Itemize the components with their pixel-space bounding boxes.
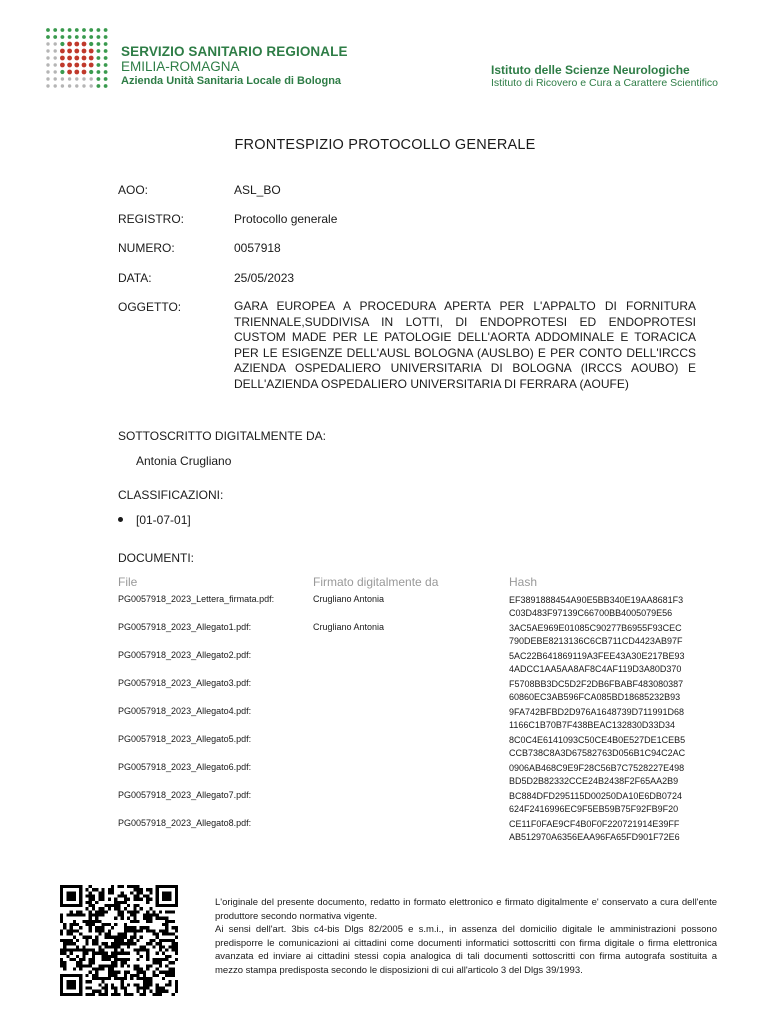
footer-paragraph-1: L'originale del presente documento, redatto in formato elettronico e firmato digitalmente e' conservato a cura dell'ente produttore secondo normativa vigente. (215, 897, 717, 922)
document-hash-line1: 3AC5AE969E01085C90277B6955F93CEC (509, 623, 682, 633)
document-hash-line2: 1166C1B70B7F438BEAC132830D33D34 (509, 719, 675, 730)
footer-note (215, 896, 717, 977)
signed-label: SOTTOSCRITTO DIGITALMENTE DA: (118, 429, 327, 443)
document-row (0, 704, 770, 734)
document-hash-line1: EF3891888454A90E5BB340E19AA8681F3 (509, 595, 684, 605)
document-file-name: PG0057918_2023_Allegato6.pdf: (118, 762, 252, 772)
document-hash (509, 594, 709, 619)
document-file-name: PG0057918_2023_Allegato1.pdf: (118, 622, 252, 632)
document-row (0, 620, 770, 650)
footer-paragraph-2: Ai sensi dell'art. 3bis c4-bis Dlgs 82/2005 e s.m.i., in assenza del domicilio digitale le amministrazioni possono predisporre le comunicazioni ai cittadini come documenti informatici sottoscritti con firma digitale o firma elettronica avanzata ed inviare ai cittadini stessi copia analogica di tali documenti sottoscritti con firma autografa sostituita a mezzo stampa predisposta secondo le disposizioni di cui all'articolo 3 del Dlgs 39/1993. (215, 924, 717, 976)
document-file-name: PG0057918_2023_Allegato8.pdf: (118, 818, 252, 828)
aoo-value: ASL_BO (234, 183, 281, 197)
document-file-name: PG0057918_2023_Allegato4.pdf: (118, 706, 252, 716)
document-hash-line2: BD5D2B82332CCE24B2438F2F65AA2B9 (509, 775, 679, 786)
aoo-label: AOO: (118, 183, 149, 197)
org-line1: SERVIZIO SANITARIO REGIONALE (121, 44, 348, 59)
document-file-name: PG0057918_2023_Allegato3.pdf: (118, 678, 252, 688)
document-hash (509, 790, 709, 815)
document-hash-line1: F5708BB3DC5D2F2DB6FBABF483080387 (509, 679, 684, 689)
document-signer: Crugliano Antonia (313, 594, 385, 604)
document-row (0, 760, 770, 790)
institute-line1: Istituto delle Scienze Neurologiche (491, 63, 690, 77)
document-hash-line2: 4ADCC1AA5AA8AF8C4AF119D3A80D370 (509, 663, 682, 674)
document-hash-line1: BC884DFD295115D00250DA10E6DB0724 (509, 791, 682, 801)
document-hash-line2: AB512970A6356EAA96FA65FD901F72E6 (509, 831, 680, 842)
document-hash (509, 678, 709, 703)
document-hash (509, 622, 709, 647)
oggetto-value: GARA EUROPEA A PROCEDURA APERTA PER L'APPALTO DI FORNITURA TRIENNALE,SUDDIVISA IN LOTTI, DI ENDOPROTESI ED ENDOPROTESI CUSTOM MADE PER LE PATOLOGIE DELL'AORTA ADDOMINALE E TORACICA PER LE ESIGENZE DELL'AUSL BOLOGNA (AUSLBO) E PER CONTO DELL'IRCCS AZIENDA OSPEDALIERO UNIVERSITARIA DI BOLOGNA (IRCCS AOUBO) E DELL'AZIENDA OSPEDALIERO UNIVERSITARIA DI FERRARA (AOUFE) (234, 299, 696, 391)
document-hash (509, 706, 709, 731)
document-hash (509, 818, 709, 843)
document-hash-line1: 9FA742BFBD2D976A1648739D711991D68 (509, 707, 684, 717)
document-row (0, 676, 770, 706)
page-title: FRONTESPIZIO PROTOCOLLO GENERALE (234, 137, 536, 153)
document-hash (509, 650, 709, 675)
org-name (121, 44, 348, 89)
document-file-name: PG0057918_2023_Lettera_firmata.pdf: (118, 594, 275, 604)
col-header-hash: Hash (509, 575, 538, 589)
document-row (0, 592, 770, 622)
letterhead (0, 0, 770, 110)
data-value: 25/05/2023 (234, 271, 295, 285)
document-hash-line2: 624F2416996EC9F5EB59B75F92FB9F20 (509, 803, 679, 814)
registro-label: REGISTRO: (118, 212, 185, 226)
ssr-logo (44, 26, 110, 90)
document-hash-line2: 60860EC3AB596FCA085BD18685232B93 (509, 691, 681, 702)
document-row (0, 788, 770, 818)
document-file-name: PG0057918_2023_Allegato2.pdf: (118, 650, 252, 660)
document-hash-line1: 0906AB468C9E9F28C56B7C7528227E498 (509, 763, 685, 773)
org-line2: EMILIA-ROMAGNA (121, 59, 240, 74)
document-hash-line2: 790DEBE8213136C6CB711CD4423AB97F (509, 635, 683, 646)
registro-value: Protocollo generale (234, 212, 338, 226)
document-hash-line1: 8C0C4E6141093C50CE4B0E527DE1CEB5 (509, 735, 686, 745)
document-hash-line2: CCB738C8A3D67582763D056B1C94C2AC (509, 747, 686, 758)
document-row (0, 816, 770, 846)
document-hash-line1: 5AC22B641869119A3FEE43A30E217BE93 (509, 651, 685, 661)
document-file-name: PG0057918_2023_Allegato7.pdf: (118, 790, 252, 800)
numero-label: NUMERO: (118, 241, 175, 255)
numero-value: 0057918 (234, 241, 281, 255)
col-header-signer: Firmato digitalmente da (313, 575, 439, 589)
document-hash (509, 734, 709, 759)
institute-line2: Istituto di Ricovero e Cura a Carattere Scientifico (491, 77, 719, 89)
document-hash-line2: C03D483F97139C66700BB4005079E56 (509, 607, 673, 618)
document-signer: Crugliano Antonia (313, 622, 385, 632)
document-hash-line1: CE11F0FAE9CF4B0F0F220721914E39FF (509, 819, 680, 829)
data-label: DATA: (118, 271, 152, 285)
classificazioni-label: CLASSIFICAZIONI: (118, 488, 224, 502)
col-header-file: File (118, 575, 138, 589)
classification-item: [01-07-01] (136, 513, 191, 527)
oggetto-label: OGGETTO: (118, 300, 182, 314)
document-row (0, 648, 770, 678)
institute-name (491, 64, 718, 90)
org-line3: Azienda Unità Sanitaria Locale di Bologna (121, 75, 342, 87)
bullet-icon (118, 517, 123, 522)
document-hash (509, 762, 709, 787)
documenti-label: DOCUMENTI: (118, 551, 194, 565)
signer-name: Antonia Crugliano (136, 454, 232, 468)
qr-code-icon (60, 885, 178, 996)
document-file-name: PG0057918_2023_Allegato5.pdf: (118, 734, 252, 744)
document-row (0, 732, 770, 762)
